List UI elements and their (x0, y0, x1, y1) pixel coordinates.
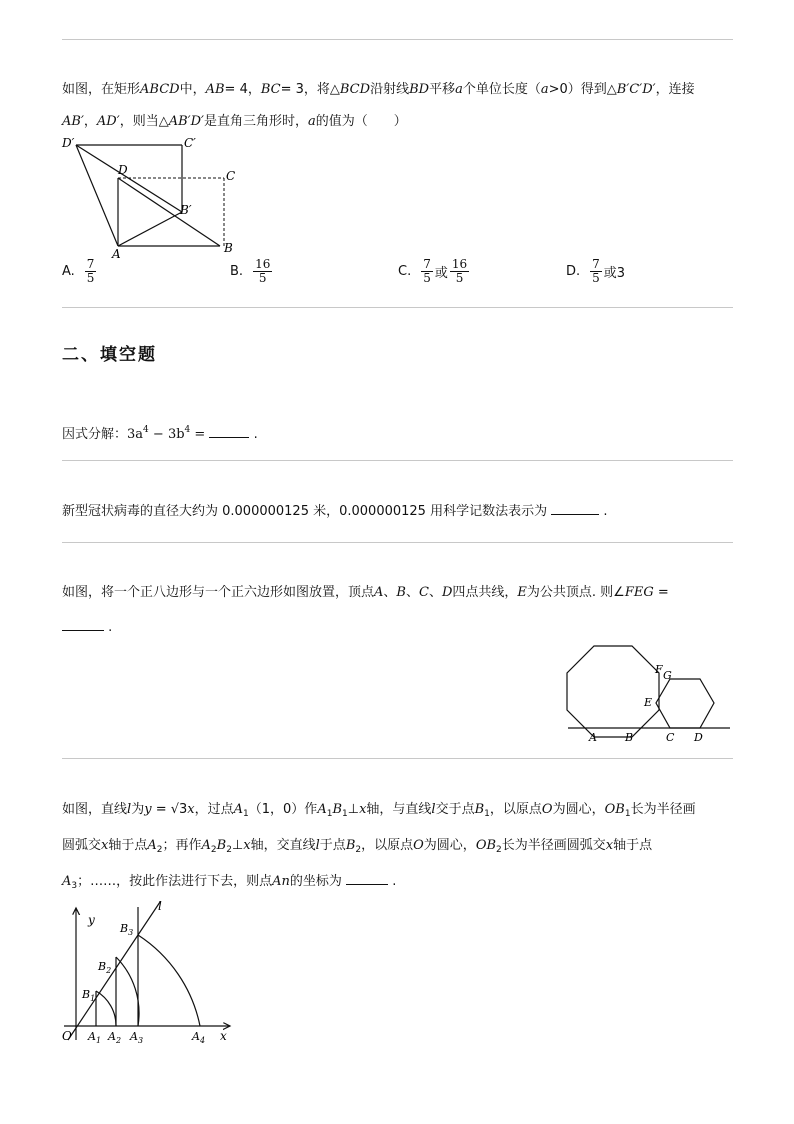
divider-top (62, 39, 733, 40)
q2-text: 因式分解：$3a^4 - 3b^4$ = . (62, 425, 258, 442)
q1-option-c[interactable]: C. $\frac{7}{5}$ 或 $\frac{16}{5}$ (398, 257, 468, 285)
label-D: D (118, 163, 128, 177)
label-B-prime: B′ (180, 203, 192, 217)
divider-1 (62, 307, 733, 308)
label-A1: $A_1$ (88, 1030, 102, 1045)
label-D: D (694, 731, 703, 744)
label-A2: $A_2$ (108, 1030, 122, 1045)
label-y: y (88, 913, 95, 927)
q1-line2: AB′，AD′，则当△AB′D′是直角三角形时，a的值为（ ） (62, 114, 407, 129)
label-l: l (158, 899, 162, 913)
q3-text: 新型冠状病毒的直径大约为 0.000000125 米，0.000000125 用科学记数法表示为 . (62, 504, 608, 519)
label-O: O (62, 1029, 72, 1043)
label-B1: $B_1$ (82, 988, 96, 1003)
label-D-prime: D′ (62, 136, 75, 150)
q4-answer-blank[interactable] (62, 620, 104, 631)
label-F: F (655, 663, 663, 676)
q5-answer-blank[interactable] (346, 874, 388, 885)
label-A: A (112, 247, 121, 260)
label-C: C (666, 731, 675, 744)
label-A: A (589, 731, 597, 744)
label-B: B (625, 731, 634, 744)
q4-line1: 如图，将一个正八边形与一个正六边形如图放置，顶点A、B、C、D四点共线，E为公共顶点. 则∠FEG = (62, 585, 669, 600)
q1-line1: 如图，在矩形ABCD中，AB= 4，BC= 3，将△BCD沿射线BD平移a个单位长度（a>0）得到△B′C′D′，连接 (62, 82, 695, 97)
q1-option-a[interactable]: A. $\frac{7}{5}$ (62, 257, 95, 285)
q5-line3: $A_3$；……，按此作法进行下去，则点An的坐标为 . (62, 874, 397, 891)
q4-line2: . (62, 612, 737, 644)
q1-option-d[interactable]: D. $\frac{7}{5}$ 或3 (566, 257, 626, 285)
q1-option-b[interactable]: B. $\frac{16}{5}$ (230, 257, 271, 285)
divider-2 (62, 460, 733, 461)
q4-octagon-hexagon-figure (560, 640, 736, 746)
divider-4 (62, 758, 733, 759)
label-B2: $B_2$ (98, 960, 112, 975)
label-C: C (226, 169, 236, 183)
label-A4: $A_4$ (192, 1030, 206, 1045)
label-C-prime: C′ (184, 136, 196, 150)
q2-answer-blank[interactable] (209, 427, 249, 438)
q1-rectangle-figure (60, 136, 250, 260)
q5-arc-figure (58, 898, 248, 1048)
label-A3: $A_3$ (130, 1030, 144, 1045)
label-B3: $B_3$ (120, 922, 134, 937)
q5-line1: 如图，直线l为y = √3x，过点$A_1(1$，0）作$A_1B_1\perp x$轴，与直线l交于点$B_1$，以原点O为圆心，$OB_1$长为半径画 (62, 802, 696, 819)
section-title: 二、填空题 (62, 345, 157, 365)
label-x: x (220, 1029, 227, 1043)
q3-answer-blank[interactable] (551, 504, 599, 515)
q5-line2: 圆弧交x轴于点$A_2$；再作$A_2B_2\perp x$轴，交直线l于点$B_2$，以原点O为圆心，$OB_2$长为半径画圆弧交x轴于点 (62, 838, 653, 855)
label-B: B (224, 241, 233, 255)
divider-3 (62, 542, 733, 543)
label-G: G (663, 669, 672, 682)
label-E: E (644, 696, 653, 709)
